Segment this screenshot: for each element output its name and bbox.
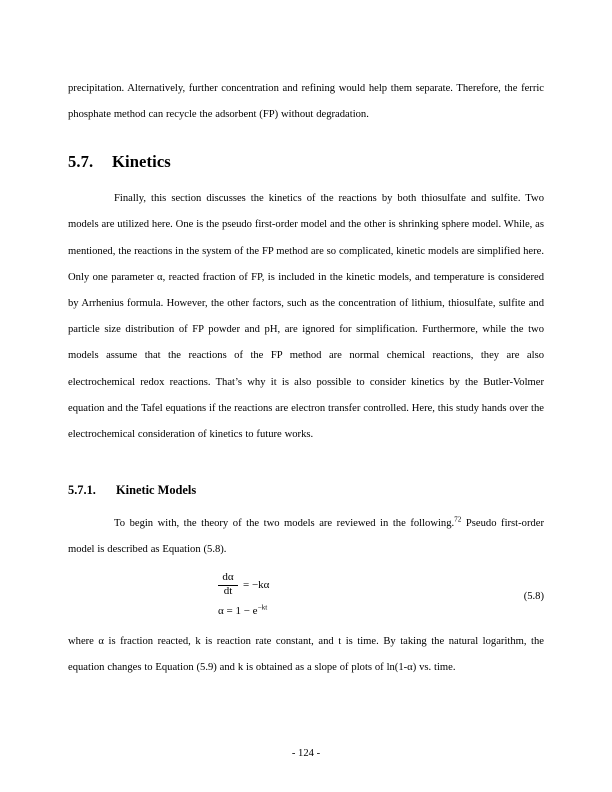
equation-number-label: (5.8): [523, 591, 544, 603]
fraction-denominator: dt: [223, 585, 233, 598]
equation-line-integrated-form: [218, 600, 544, 623]
fraction-dalpha-dt: [218, 572, 238, 598]
footnote-reference-72: 72: [454, 515, 462, 524]
paragraph-kinetics-intro: Finally, this section discusses the kinetics of the reactions by both thiosulfate and sulfite. Two models are utilized here. One is the pseudo first-order model and the other is shrinking sphere model. While, as mentioned, the reactions in the system of the FP method are so complicated, kinetic models are simplified here. Only one parameter α, reacted fraction of FP, is included in the kinetic models, and temperature is considered by Arrhenius formula. However, the other factors, such as the concentration of lithium, thiosulfate, sulfite and particle size distribution of FP powder and pH, are ignored for simplification. Furthermore, while the two models assume that the reactions of the FP method are normal chemical reactions, they are also electrochemical redox reactions. That’s why it is also possible to consider kinetics by the Butler-Volmer equation and the Tafel equations if the reactions are electron transfer controlled. Here, this study hands over the electrochemical consideration of kinetics to future works.: [68, 193, 544, 440]
equation-right-hand-side: = −kα: [243, 579, 270, 592]
paragraph-models-intro: [68, 511, 544, 563]
models-intro-text-before-footnote: To begin with, the theory of the two models are reviewed in the following.: [114, 517, 455, 529]
equation-body: [218, 570, 544, 623]
paragraph-precipitation: precipitation. Alternatively, further concentration and refining would help them separate. Therefore, the ferric phosphate method can recycle the adsorbent (FP) without degradation.: [68, 83, 544, 121]
subsection-heading-kinetic-models: [68, 483, 544, 499]
page-footer: [0, 748, 612, 759]
equation-line-rate-law: [218, 570, 544, 603]
integrated-form-exponent: −kt: [257, 603, 268, 612]
page-number: - 124 -: [291, 748, 321, 759]
subsection-heading-number: 5.7.1.: [68, 483, 96, 498]
equation-5-8: [68, 570, 544, 623]
section-heading-title: Kinetics: [112, 152, 171, 172]
section-heading-kinetics: [68, 152, 544, 173]
subsection-heading-title: Kinetic Models: [116, 483, 197, 498]
section-heading-number: 5.7.: [68, 152, 94, 172]
fraction-numerator: dα: [222, 571, 234, 584]
page-content: [68, 0, 544, 681]
models-intro-text-after-footnote: Pseudo first-order model is described as Equation (5.8).: [68, 517, 544, 555]
integrated-form-base: α = 1 − e: [218, 605, 258, 618]
paragraph-after-equation: where α is fraction reacted, k is reaction rate constant, and t is time. By taking the natural logarithm, the equation changes to Equation (5.9) and k is obtained as a slope of plots of ln(1-α) vs. time.: [68, 636, 544, 674]
